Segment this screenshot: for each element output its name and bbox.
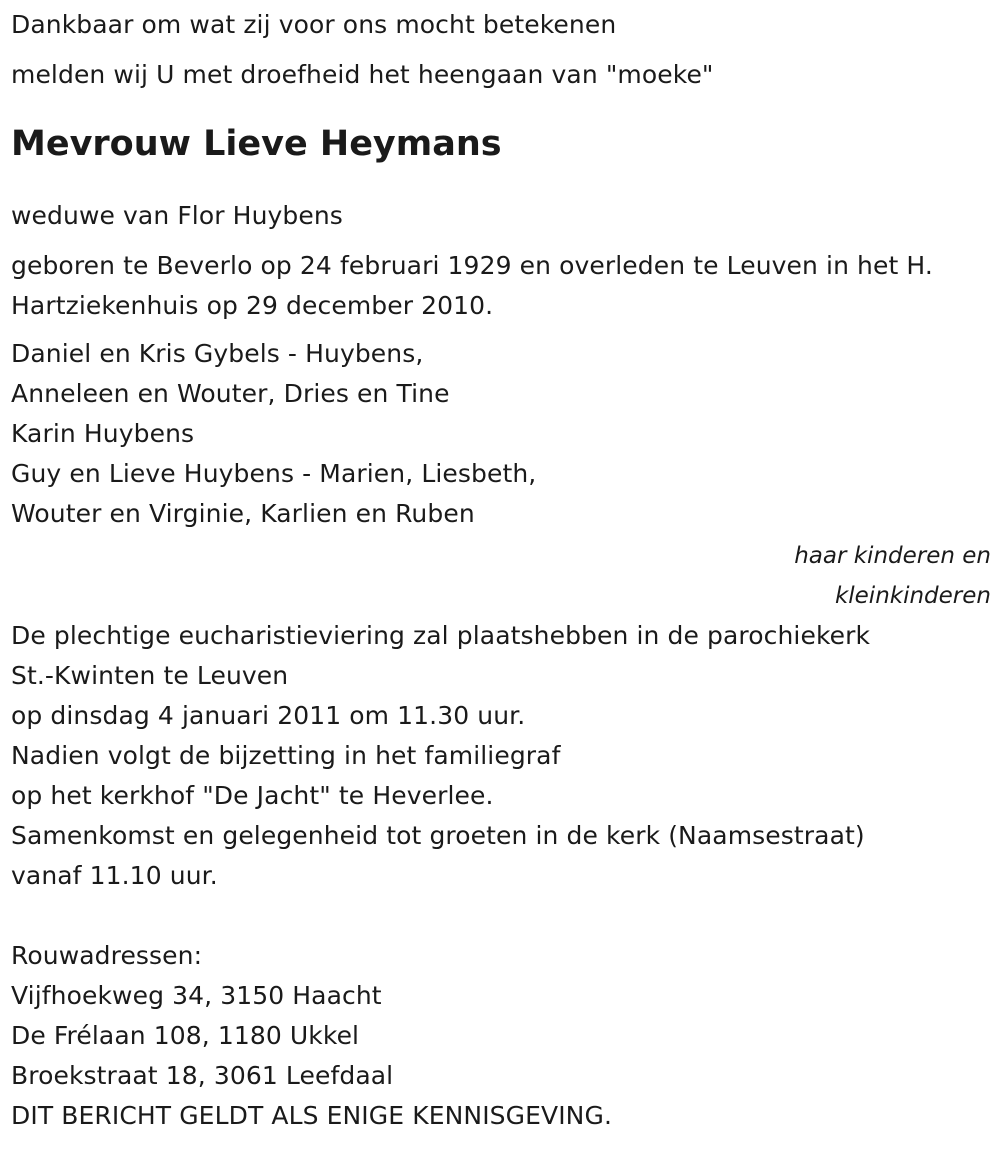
birth-death-line-1: geboren te Beverlo op 24 februari 1929 en overleden te Leuven in het H. [11, 251, 933, 280]
section-spacer [11, 896, 993, 936]
intro-line-1: Dankbaar om wat zij voor ons mocht betekenen [11, 10, 617, 39]
address-line: Vijfhoekweg 34, 3150 Haacht [11, 981, 382, 1010]
ceremony-info [11, 616, 993, 896]
intro-line-2: melden wij U met droefheid het heengaan van "moeke" [11, 60, 714, 89]
address-line: Broekstraat 18, 3061 Leefdaal [11, 1061, 394, 1090]
family-list [11, 334, 993, 534]
ceremony-line: De plechtige eucharistieviering zal plaatshebben in de parochiekerk [11, 621, 871, 650]
family-line: Guy en Lieve Huybens - Marien, Liesbeth, [11, 459, 537, 488]
ceremony-line: Samenkomst en gelegenheid tot groeten in de kerk (Naamsestraat) [11, 821, 865, 850]
birth-death-line-2: Hartziekenhuis op 29 december 2010. [11, 291, 494, 320]
family-line: Karin Huybens [11, 419, 195, 448]
deceased-name: Mevrouw Lieve Heymans [11, 124, 502, 164]
family-line: Anneleen en Wouter, Dries en Tine [11, 379, 450, 408]
birth-death-info [11, 246, 993, 326]
addresses-heading: Rouwadressen: [11, 941, 203, 970]
ceremony-line: op dinsdag 4 januari 2011 om 11.30 uur. [11, 701, 526, 730]
ceremony-line: vanaf 11.10 uur. [11, 861, 218, 890]
ceremony-line: op het kerkhof "De Jacht" te Heverlee. [11, 781, 494, 810]
family-relation [11, 536, 993, 616]
ceremony-line: St.-Kwinten te Leuven [11, 661, 289, 690]
ceremony-line: Nadien volgt de bijzetting in het familiegraf [11, 741, 561, 770]
family-line: Daniel en Kris Gybels - Huybens, [11, 339, 424, 368]
address-line: De Frélaan 108, 1180 Ukkel [11, 1021, 360, 1050]
relation-line-2: kleinkinderen [834, 583, 991, 609]
notice-statement: DIT BERICHT GELDT ALS ENIGE KENNISGEVING. [11, 1101, 612, 1130]
widow-of: weduwe van Flor Huybens [11, 201, 343, 230]
relation-line-1: haar kinderen en [794, 543, 991, 569]
mourning-addresses [11, 936, 993, 1136]
family-line: Wouter en Virginie, Karlien en Ruben [11, 499, 475, 528]
obituary-notice [11, 0, 993, 1136]
